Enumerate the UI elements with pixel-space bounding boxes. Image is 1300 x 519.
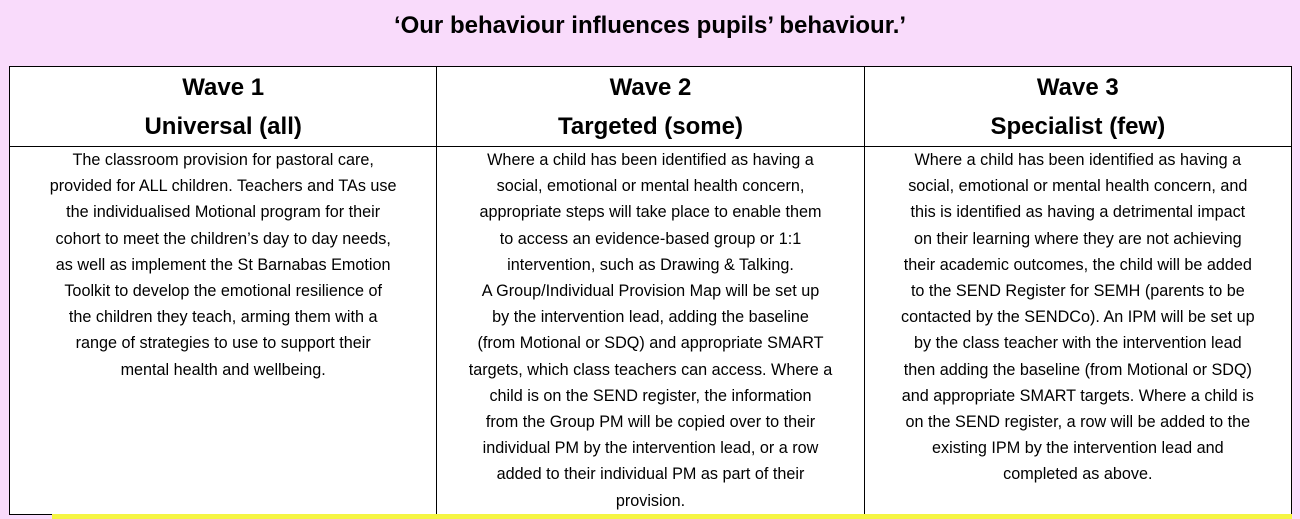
description-line: individual PM by the intervention lead, or a row: [482, 439, 819, 458]
header-row: [10, 67, 1292, 147]
wave-3-header: [864, 67, 1291, 147]
description-line: A Group/Individual Provision Map will be set up: [481, 282, 820, 301]
waves-table: [9, 66, 1292, 515]
description-line: provided for ALL children. Teachers and TAs use: [49, 177, 397, 196]
description-line: Where a child has been identified as having a: [487, 151, 814, 169]
description-line: child is on the SEND register, the information: [489, 386, 812, 405]
wave-2-description: [437, 147, 864, 515]
description-line: social, emotional or mental health concern, and: [908, 177, 1248, 196]
wave-1-heading: Wave 1: [182, 74, 265, 101]
wave-1-subheading: Universal (all): [144, 113, 302, 140]
description-line: Where a child has been identified as having a: [914, 151, 1242, 169]
description-line: on their learning where they are not achieving: [914, 229, 1242, 248]
description-line: contacted by the SENDCo). An IPM will be set up: [901, 308, 1255, 327]
description-line: cohort to meet the children’s day to day needs,: [55, 229, 391, 248]
wave-2-subheading: Targeted (some): [558, 113, 743, 140]
description-line: (from Motional or SDQ) and appropriate SMART: [477, 334, 824, 353]
description-line: Toolkit to develop the emotional resilience of: [64, 282, 382, 301]
description-line: appropriate steps will take place to enable them: [479, 203, 822, 222]
description-line: their academic outcomes, the child will be added: [903, 255, 1252, 274]
description-line: provision.: [615, 491, 686, 510]
wave-1-description: [10, 147, 437, 515]
wave-3-heading: Wave 3: [1036, 74, 1119, 101]
wave-1-header: [10, 67, 437, 147]
description-line: completed as above.: [1003, 465, 1153, 484]
description-line: by the class teacher with the intervention lead: [914, 334, 1242, 353]
wave-2-heading: Wave 2: [609, 74, 692, 101]
description-line: and appropriate SMART targets. Where a child is: [901, 386, 1254, 405]
wave-3-subheading: Specialist (few): [990, 113, 1166, 140]
description-line: by the intervention lead, adding the baseline: [492, 308, 809, 327]
description-line: targets, which class teachers can access. Where a: [468, 360, 833, 379]
description-line: the children they teach, arming them with a: [68, 308, 378, 327]
description-line: on the SEND register, a row will be added to the: [905, 413, 1251, 432]
highlight-strip: [52, 514, 1292, 519]
description-line: added to their individual PM as part of their: [496, 465, 805, 484]
description-line: from the Group PM will be copied over to their: [485, 413, 816, 432]
description-line: to access an evidence-based group or 1:1: [499, 229, 802, 248]
description-line: this is identified as having a detrimental impact: [910, 203, 1246, 222]
description-line: the individualised Motional program for their: [66, 203, 381, 222]
body-row: [10, 147, 1292, 515]
description-line: to the SEND Register for SEMH (parents to be: [910, 282, 1245, 301]
description-line: existing IPM by the intervention lead and: [932, 439, 1224, 458]
page-title: ‘Our behaviour influences pupils’ behaviour.’: [393, 12, 907, 39]
description-line: mental health and wellbeing.: [120, 360, 326, 379]
description-line: social, emotional or mental health concern,: [496, 177, 805, 196]
description-line: then adding the baseline (from Motional or SDQ): [903, 360, 1252, 379]
description-line: intervention, such as Drawing & Talking.: [507, 255, 794, 274]
description-line: The classroom provision for pastoral care,: [72, 151, 374, 169]
wave-2-header: [437, 67, 864, 147]
wave-3-description: [864, 147, 1291, 515]
description-line: range of strategies to use to support their: [75, 334, 371, 353]
description-line: as well as implement the St Barnabas Emotion: [55, 255, 391, 274]
